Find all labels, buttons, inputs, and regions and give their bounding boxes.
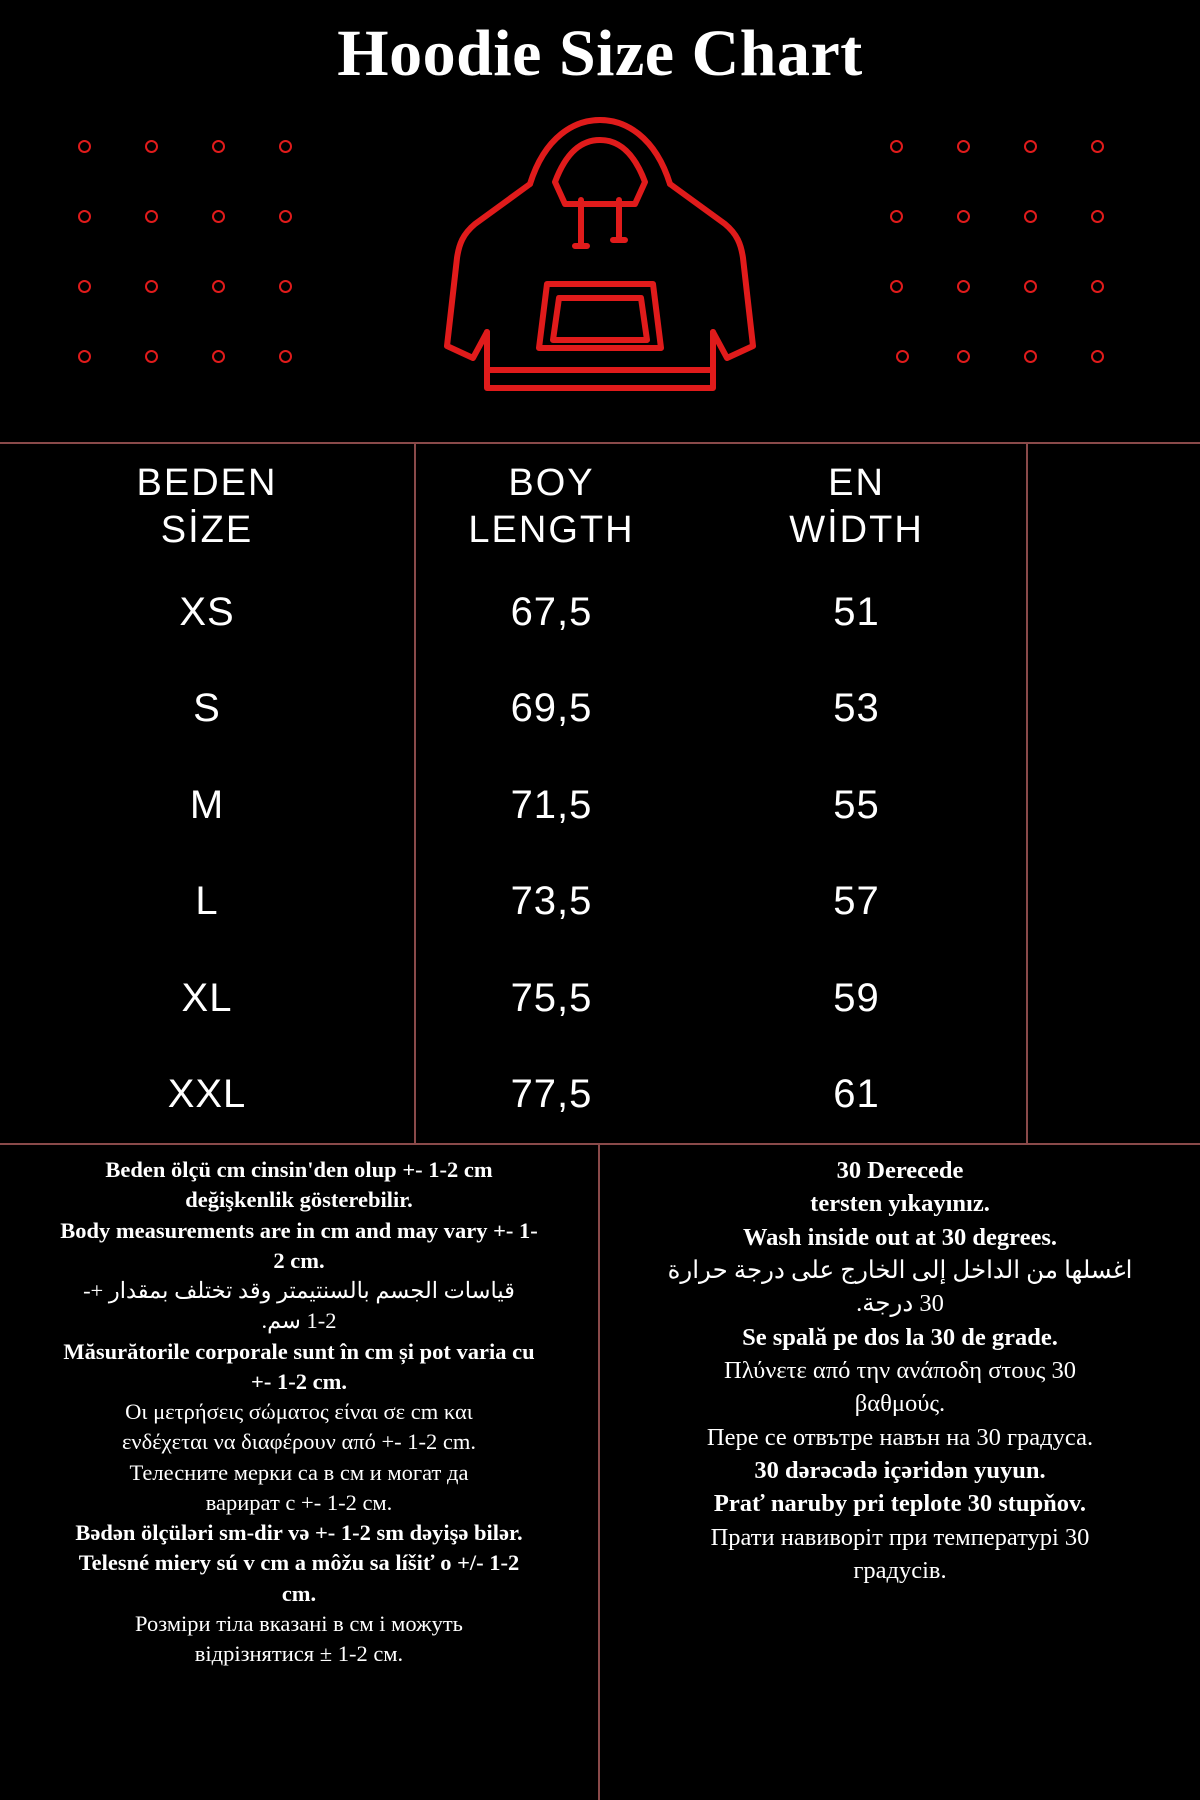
column-header-length-line1: BOY: [508, 462, 595, 505]
column-header-width: [687, 444, 1027, 564]
note-line: Пере се отвътре навън на 30 градуса.: [706, 1423, 1094, 1451]
dot: [279, 280, 292, 293]
dot: [78, 350, 91, 363]
cell-width: 59: [687, 950, 1027, 1047]
dot: [1091, 210, 1104, 223]
decorative-dots-left: [78, 140, 346, 420]
dot: [212, 280, 225, 293]
note-line: 30 dərəcədə içəridən yuyun.: [754, 1456, 1046, 1484]
cell-extra: [1027, 661, 1200, 758]
size-table: [0, 444, 1200, 1143]
cell-size: L: [0, 854, 415, 951]
note-line: قياسات الجسم بالسنتيمتر وقد تختلف بمقدار +-: [83, 1278, 515, 1303]
cell-width: 55: [687, 757, 1027, 854]
header-section: [0, 0, 1200, 442]
note-line: Se spală pe dos la 30 de grade.: [742, 1323, 1058, 1351]
cell-length: 67,5: [510, 589, 593, 634]
dot: [212, 210, 225, 223]
column-header-size-line2: SİZE: [160, 508, 254, 551]
dot: [212, 350, 225, 363]
column-header-empty: [1027, 444, 1200, 564]
cell-extra: [1027, 564, 1200, 661]
dot: [1024, 210, 1037, 223]
hoodie-outline-icon: [435, 108, 765, 408]
dot: [1091, 140, 1104, 153]
cell-size: XS: [0, 564, 415, 661]
dot: [957, 210, 970, 223]
dot: [145, 140, 158, 153]
cell-length: 69,5: [510, 686, 593, 731]
dot: [896, 350, 909, 363]
note-line: ενδέχεται να διαφέρουν από +- 1-2 cm.: [121, 1429, 477, 1455]
note-line: градусів.: [853, 1556, 947, 1584]
cell-size: S: [0, 661, 415, 758]
note-line: Розміри тіла вказані в см і можуть: [135, 1610, 463, 1636]
table-row: [0, 757, 1200, 854]
note-line: değişkenlik gösterebilir.: [185, 1187, 413, 1213]
column-header-size-line1: BEDEN: [136, 462, 278, 505]
cell-size: XL: [0, 950, 415, 1047]
table-row: [0, 564, 1200, 661]
dot: [145, 280, 158, 293]
column-header-size: [0, 444, 415, 564]
cell-width: 61: [687, 1047, 1027, 1144]
note-line: cm.: [281, 1580, 317, 1606]
cell-size: XXL: [0, 1047, 415, 1144]
dot: [890, 280, 903, 293]
column-header-width-line1: EN: [828, 462, 885, 505]
note-line: Prať naruby pri teplote 30 stupňov.: [713, 1490, 1087, 1518]
note-line: Οι μετρήσεις σώματος είναι σε cm και: [125, 1399, 473, 1424]
dot: [1024, 280, 1037, 293]
note-line: Bədən ölçüləri sm-dir və +- 1-2 sm dəyişə bilər.: [75, 1520, 523, 1545]
decorative-dots-right: [890, 140, 1158, 420]
dot: [78, 140, 91, 153]
dot: [145, 210, 158, 223]
cell-extra: [1027, 854, 1200, 951]
table-row: [0, 950, 1200, 1047]
note-line: Телесните мерки са в см и могат да: [129, 1459, 469, 1485]
cell-length: 73,5: [510, 879, 593, 924]
note-line: Πλύνετε από την ανάποδη στους 30: [724, 1356, 1076, 1384]
note-line: 30 Derecede: [836, 1157, 964, 1184]
note-line: відрізнятися ± 1-2 см.: [194, 1641, 404, 1666]
table-row: [0, 854, 1200, 951]
dot: [78, 280, 91, 293]
note-line: Beden ölçü cm cinsin'den olup +- 1-2 cm: [105, 1157, 493, 1182]
dot: [1024, 350, 1037, 363]
dot: [279, 210, 292, 223]
dot: [1091, 280, 1104, 293]
column-header-length-line2: LENGTH: [468, 508, 635, 551]
dot: [890, 210, 903, 223]
table-row: [0, 661, 1200, 758]
cell-length: 75,5: [510, 975, 593, 1020]
note-line: Telesné miery sú v cm a môžu sa líšiť o +/- 1-2: [78, 1550, 520, 1576]
note-line: اغسلها من الداخل إلى الخارج على درجة حرارة: [667, 1256, 1133, 1284]
note-line: 2 cm.: [273, 1247, 325, 1273]
note-line: варират с +- 1-2 см.: [205, 1489, 393, 1515]
cell-extra: [1027, 950, 1200, 1047]
measurement-note-column: [0, 1145, 600, 1800]
column-header-width-line2: WİDTH: [789, 508, 924, 551]
note-line: Body measurements are in cm and may vary +- 1-: [60, 1217, 538, 1243]
cell-size: M: [0, 757, 415, 854]
page-title: Hoodie Size Chart: [337, 17, 863, 90]
size-table-container: [0, 442, 1200, 1145]
dot: [1091, 350, 1104, 363]
dot: [145, 350, 158, 363]
dot: [78, 210, 91, 223]
dot: [279, 140, 292, 153]
cell-extra: [1027, 1047, 1200, 1144]
washing-instruction-column: [600, 1145, 1200, 1800]
cell-width: 53: [687, 661, 1027, 758]
note-line: tersten yıkayınız.: [810, 1190, 990, 1218]
note-line: +- 1-2 cm.: [251, 1368, 347, 1394]
note-line: 30 درجة.: [856, 1290, 944, 1318]
note-line: βαθμούς.: [854, 1390, 946, 1418]
table-header-row: [0, 444, 1200, 564]
dot: [957, 280, 970, 293]
table-row: [0, 1047, 1200, 1144]
cell-length: 71,5: [510, 782, 593, 827]
notes-section: [0, 1145, 1200, 1800]
dot: [957, 350, 970, 363]
note-line: Măsurătorile corporale sunt în cm și pot varia cu: [63, 1338, 535, 1364]
cell-length: 77,5: [510, 1072, 593, 1117]
note-line: 1-2 سم.: [261, 1308, 337, 1334]
dot: [1024, 140, 1037, 153]
cell-width: 57: [687, 854, 1027, 951]
note-line: Прати навиворіт при температурі 30: [710, 1523, 1090, 1551]
column-header-length: [415, 444, 687, 564]
dot: [212, 140, 225, 153]
dot: [957, 140, 970, 153]
cell-width: 51: [687, 564, 1027, 661]
dot: [890, 140, 903, 153]
cell-extra: [1027, 757, 1200, 854]
dot: [279, 350, 292, 363]
note-line: Wash inside out at 30 degrees.: [743, 1223, 1057, 1251]
